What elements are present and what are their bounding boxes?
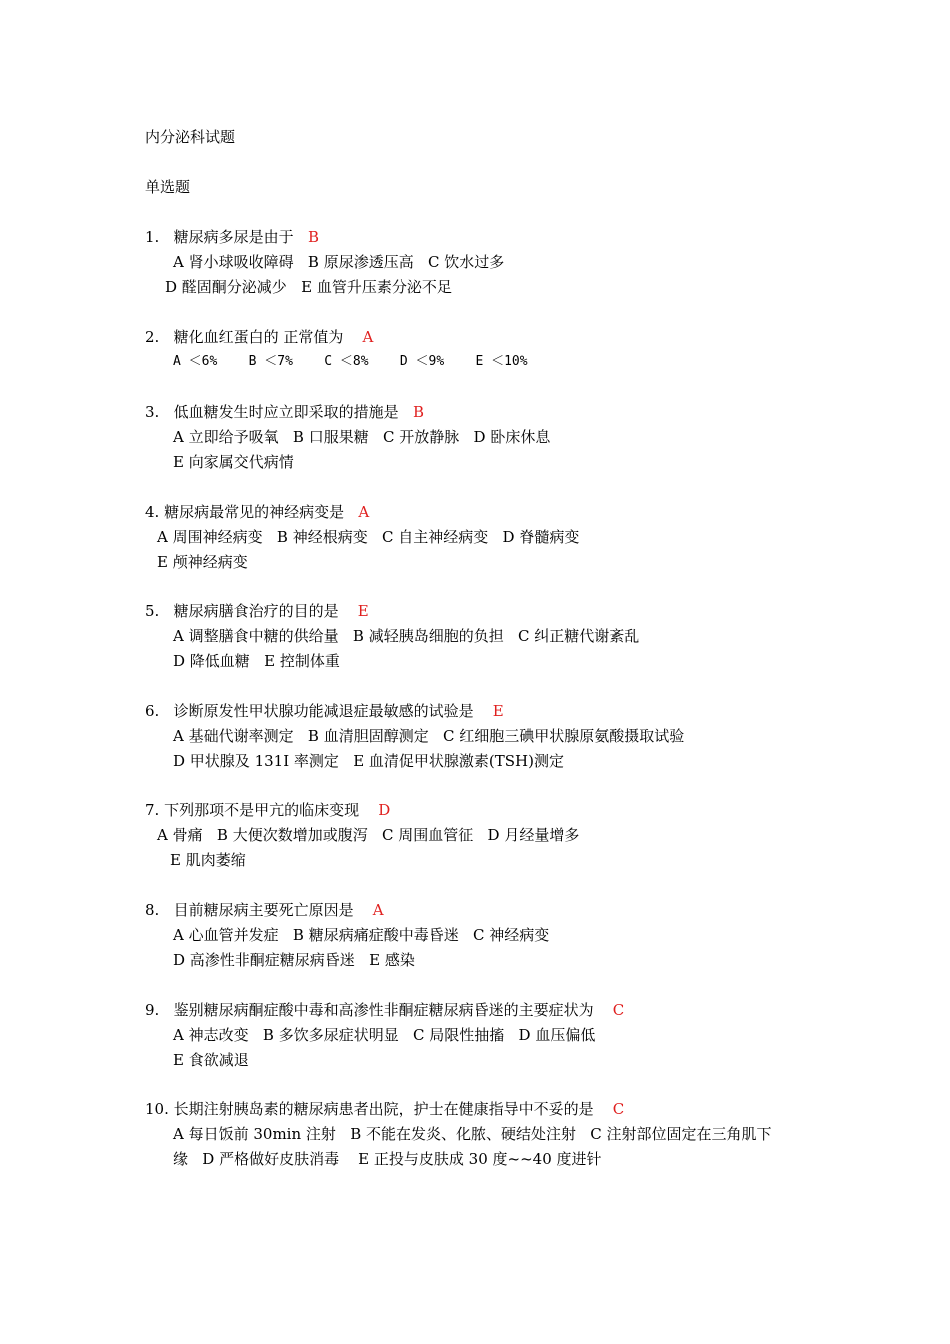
question-text: 长期注射胰岛素的糖尿病患者出院，护士在健康指导中不妥的是 — [173, 1100, 594, 1118]
question-number: 8. — [145, 901, 160, 919]
option-line: A 神志改变 B 多饮多尿症状明显 C 局限性抽搐 D 血压偏低 — [173, 1026, 596, 1044]
answer-key: E — [492, 702, 504, 720]
question-text: 下列那项不是甲亢的临床变现 — [164, 801, 360, 819]
answer-key: D — [378, 801, 391, 819]
document-title: 内分泌科试题 — [145, 128, 236, 146]
option-line: A 每日饭前 30min 注射 B 不能在发炎、化脓、硬结处注射 C 注射部位固定在三角肌下 — [173, 1125, 772, 1143]
question-number: 7. — [145, 801, 160, 819]
question-stem — [145, 1000, 624, 1020]
option-line: E 肌肉萎缩 — [170, 851, 246, 869]
question-number: 3. — [145, 403, 160, 421]
option-line: E 向家属交代病情 — [173, 453, 294, 471]
question-text: 鉴别糖尿病酮症酸中毒和高渗性非酮症糖尿病昏迷的主要症状为 — [173, 1001, 594, 1019]
question-stem — [145, 601, 369, 621]
question-stem — [145, 227, 319, 247]
section-title: 单选题 — [145, 178, 191, 196]
question-text: 诊断原发性甲状腺功能减退症最敏感的试验是 — [173, 702, 474, 720]
question-stem — [145, 1099, 624, 1119]
option-line: 缘 D 严格做好皮肤消毒 E 正投与皮肤成 30 度~~40 度进针 — [173, 1150, 602, 1168]
answer-key: A — [372, 901, 384, 919]
option-line: A 周围神经病变 B 神经根病变 C 自主神经病变 D 脊髓病变 — [157, 528, 580, 546]
question-text: 糖尿病膳食治疗的目的是 — [173, 602, 339, 620]
answer-key: E — [357, 602, 369, 620]
question-text: 糖尿病多尿是由于 — [173, 228, 294, 246]
question-stem — [145, 900, 384, 920]
answer-key: C — [612, 1100, 625, 1118]
question-number: 5. — [145, 602, 160, 620]
question-text: 低血糖发生时应立即采取的措施是 — [173, 403, 399, 421]
question-number: 2. — [145, 328, 160, 346]
answer-key: A — [358, 503, 370, 521]
answer-key: B — [307, 228, 319, 246]
option-line: D 醛固酮分泌减少 E 血管升压素分泌不足 — [165, 278, 452, 296]
option-line: A 心血管并发症 B 糖尿病痛症酸中毒昏迷 C 神经病变 — [173, 926, 550, 944]
question-number: 4. — [145, 503, 160, 521]
option-line: E 颅神经病变 — [157, 553, 248, 571]
option-line: D 降低血糖 E 控制体重 — [173, 652, 340, 670]
question-number: 9. — [145, 1001, 160, 1019]
question-text: 糖化血红蛋白的 正常值为 — [173, 328, 344, 346]
question-stem — [145, 327, 373, 347]
option-line: A 立即给予吸氧 B 口服果糖 C 开放静脉 D 卧床休息 — [173, 428, 551, 446]
option-line: A 调整膳食中糖的供给量 B 减轻胰岛细胞的负担 C 纠正糖代谢紊乱 — [173, 627, 640, 645]
option-line: A ＜6% B ＜7% C ＜8% D ＜9% E ＜10% — [173, 354, 528, 369]
question-text: 目前糖尿病主要死亡原因是 — [173, 901, 354, 919]
question-number: 1. — [145, 228, 160, 246]
question-stem — [145, 800, 390, 820]
option-line: E 食欲减退 — [173, 1051, 249, 1069]
question-text: 糖尿病最常见的神经病变是 — [164, 503, 345, 521]
answer-key: C — [612, 1001, 625, 1019]
option-line: D 甲状腺及 131I 率测定 E 血清促甲状腺激素(TSH)测定 — [173, 752, 564, 770]
option-line: A 基础代谢率测定 B 血清胆固醇测定 C 红细胞三碘甲状腺原氨酸摄取试验 — [173, 727, 685, 745]
answer-key: A — [362, 328, 374, 346]
option-line: A 骨痛 B 大便次数增加或腹泻 C 周围血管征 D 月经量增多 — [157, 826, 580, 844]
question-number: 10. — [145, 1100, 169, 1118]
question-number: 6. — [145, 702, 160, 720]
question-stem — [145, 502, 369, 522]
question-stem — [145, 402, 424, 422]
option-line: D 高渗性非酮症糖尿病昏迷 E 感染 — [173, 951, 415, 969]
answer-key: B — [412, 403, 424, 421]
option-line: A 肾小球吸收障碍 B 原尿渗透压高 C 饮水过多 — [173, 253, 505, 271]
question-stem — [145, 701, 504, 721]
